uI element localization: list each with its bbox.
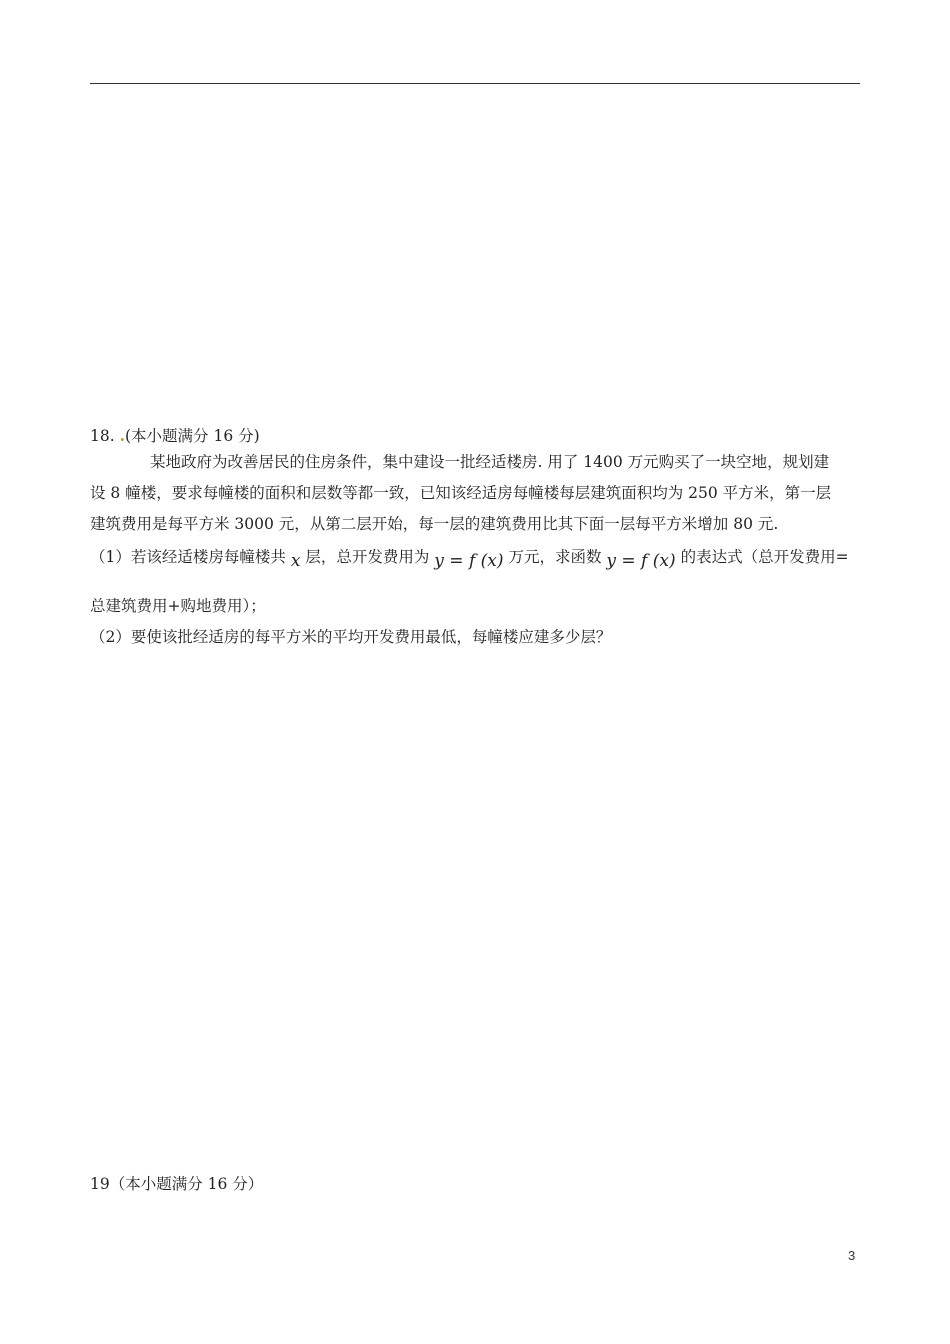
page-number: 3 xyxy=(848,1248,856,1263)
q18-part1-text-d: 的表达式（总开发费用= xyxy=(680,548,849,566)
q18-para-line-1: 某地政府为改善居民的住房条件，集中建设一批经适楼房. 用了 1400 万元购买了一块空地，规划建 xyxy=(150,453,830,471)
q19-header: 19（本小题满分 16 分） xyxy=(90,1175,264,1193)
q18-func-1: y = f (x) xyxy=(434,551,504,571)
q18-header xyxy=(90,426,260,446)
q18-part1-text-a: （1）若该经适楼房每幢楼共 xyxy=(90,548,286,566)
q18-part2: （2）要使该批经适房的每平方米的平均开发费用最低，每幢楼应建多少层？ xyxy=(90,628,612,646)
q18-para-line-3: 建筑费用是每平方米 3000 元，从第二层开始，每一层的建筑费用比其下面一层每平方米增加 80 元. xyxy=(90,515,779,533)
q18-score: (本小题满分 16 分) xyxy=(125,427,260,445)
q18-part1-text-c: 万元，求函数 xyxy=(508,548,602,566)
q18-var-x: x xyxy=(290,551,301,571)
q18-dot: . xyxy=(119,426,125,445)
header-rule xyxy=(90,83,860,84)
q18-part1-continuation: 总建筑费用+购地费用）； xyxy=(90,597,266,615)
q18-para-line-2: 设 8 幢楼，要求每幢楼的面积和层数等都一致，已知该经适房每幢楼每层建筑面积均为 250 平方米，第一层 xyxy=(90,484,832,502)
q18-number: 18. xyxy=(90,427,115,445)
q18-part1 xyxy=(90,547,849,571)
q18-func-2: y = f (x) xyxy=(606,551,676,571)
q18-part1-text-b: 层，总开发费用为 xyxy=(305,548,430,566)
